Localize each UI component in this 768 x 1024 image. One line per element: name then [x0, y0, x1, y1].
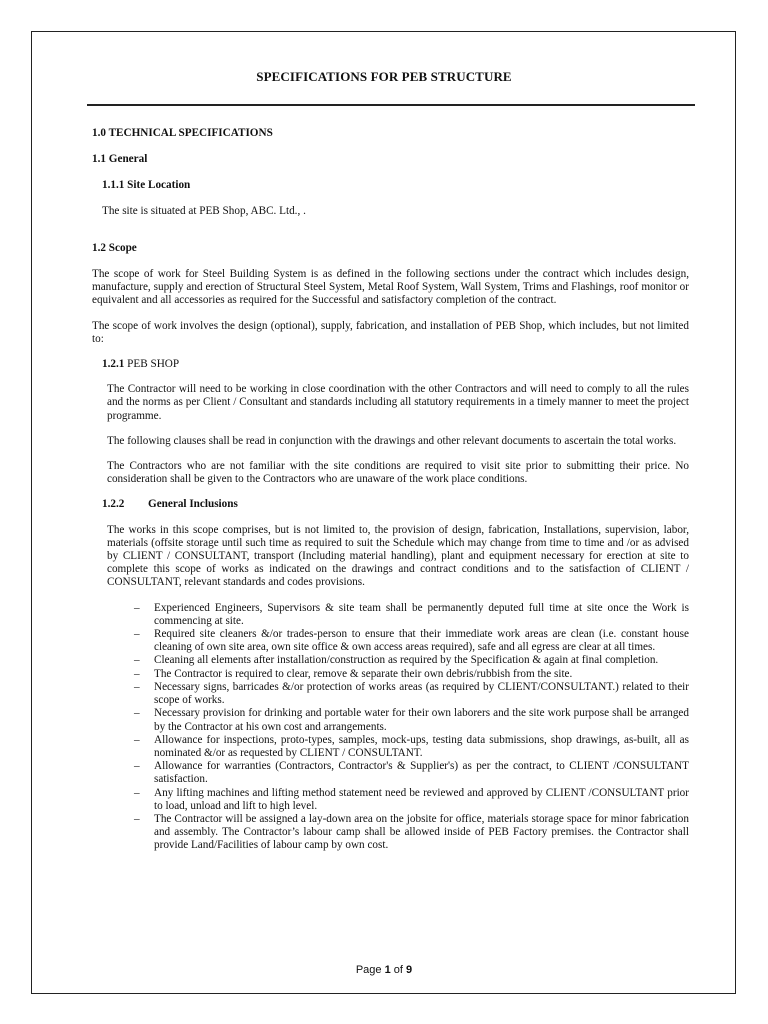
section-heading-technical-specifications: 1.0 TECHNICAL SPECIFICATIONS	[92, 127, 273, 139]
document-title: SPECIFICATIONS FOR PEB STRUCTURE	[256, 69, 512, 84]
general-inclusions-number: 1.2.2	[102, 498, 125, 511]
peb-shop-paragraph-1: The Contractor will need to be working in close coordination with the other Contractors and will need to comply to all the rules and the norms as per Client / Consultant and standards including all statutory requirements in a timely manner to meet the project programme.	[107, 383, 689, 422]
list-item: – Any lifting machines and lifting method statement need be reviewed and approved by CLIENT /CONSULTANT prior to load, unload and lift to high level.	[134, 786, 689, 812]
list-item: – Experienced Engineers, Supervisors & site team shall be permanently deputed full time at site once the Work is commencing at site.	[134, 601, 689, 627]
general-inclusions-paragraph: The works in this scope comprises, but is not limited to, the provision of design, fabrication, Installations, supervision, labor, materials (offsite storage until such time as required to suit the Schedule which may change from time to time and /or as advised by CLIENT / CONSULTANT, transport (Including material handling), plant and equipment necessary for erection at site to complete this scope of works as indicated on the drawings and contract conditions and to the satisfaction of CLIENT / CONSULTANT, relevant standards and codes provisions.	[107, 523, 689, 589]
list-item: – Allowance for warranties (Contractors, Contractor's & Supplier's) as per the contract, to CLIENT /CONSULTANT satisfaction.	[134, 760, 689, 786]
peb-shop-number: 1.2.1	[102, 358, 125, 371]
title-rule	[87, 104, 695, 106]
scope-paragraph-1: The scope of work for Steel Building System is as defined in the following sections under the contract which includes design, manufacture, supply and erection of Structural Steel System, Metal Roof System, Wall System, Trims and Flashings, roof monitor or equivalent and all accessories as required for the Successful and satisfactory completion of the contract.	[92, 268, 689, 307]
list-item: – Required site cleaners &/or trades-person to ensure that their immediate work areas are clean (i.e. constant house cleaning of own site area, own site office & own access areas required), safe and all egress are clear at all times.	[134, 628, 689, 654]
footer-of-word: of	[393, 964, 403, 976]
section-heading-general-inclusions	[102, 498, 689, 511]
site-location-text: The site is situated at PEB Shop, ABC. Ltd., .	[102, 204, 306, 217]
list-item: – Necessary signs, barricades &/or protection of works areas (as required by CLIENT/CONSULTANT.) related to their scope of works.	[134, 680, 689, 707]
section-heading-peb-shop	[102, 358, 689, 371]
page-footer	[0, 964, 768, 976]
footer-page-number: 1	[384, 964, 391, 976]
general-inclusions-label: General Inclusions	[148, 498, 238, 511]
footer-page-total: 9	[406, 964, 413, 976]
inclusions-list	[134, 602, 689, 853]
list-item: – Cleaning all elements after installation/construction as required by the Specification & again at final completion.	[134, 654, 659, 667]
list-item: – Necessary provision for drinking and portable water for their own laborers and the site work purpose shall be arranged by the Contractor at his own cost and arrangements.	[134, 707, 689, 733]
list-item: – Allowance for inspections, proto-types, samples, mock-ups, testing data submissions, shop drawings, as-built, all as nominated &/or as requested by CLIENT / CONSULTANT.	[134, 733, 689, 759]
section-heading-scope: 1.2 Scope	[92, 241, 137, 254]
section-heading-site-location: 1.1.1 Site Location	[102, 179, 191, 192]
list-item: – The Contractor will be assigned a lay-down area on the jobsite for office, materials storage space for minor fabrication and assembly. The Contractor’s labour camp shall be allowed inside of PEB Factory premises. the Contractor shall provide Land/Facilities of labour camp by own cost.	[134, 812, 689, 852]
peb-shop-paragraph-3: The Contractors who are not familiar with the site conditions are required to visit site prior to submitting their price. No consideration shall be given to the Contractors who are unaware of the work place conditions.	[107, 460, 689, 486]
scope-paragraph-2: The scope of work involves the design (optional), supply, fabrication, and installation of PEB Shop, which includes, but not limited to:	[92, 319, 689, 345]
section-heading-general: 1.1 General	[92, 153, 148, 166]
peb-shop-label: PEB SHOP	[124, 358, 180, 371]
list-item: – The Contractor is required to clear, remove & separate their own debris/rubbish from the site.	[134, 667, 573, 680]
footer-page-word: Page	[355, 964, 382, 976]
peb-shop-paragraph-2: The following clauses shall be read in conjunction with the drawings and other relevant documents to ascertain the total works.	[107, 434, 677, 447]
document-body	[92, 127, 689, 853]
